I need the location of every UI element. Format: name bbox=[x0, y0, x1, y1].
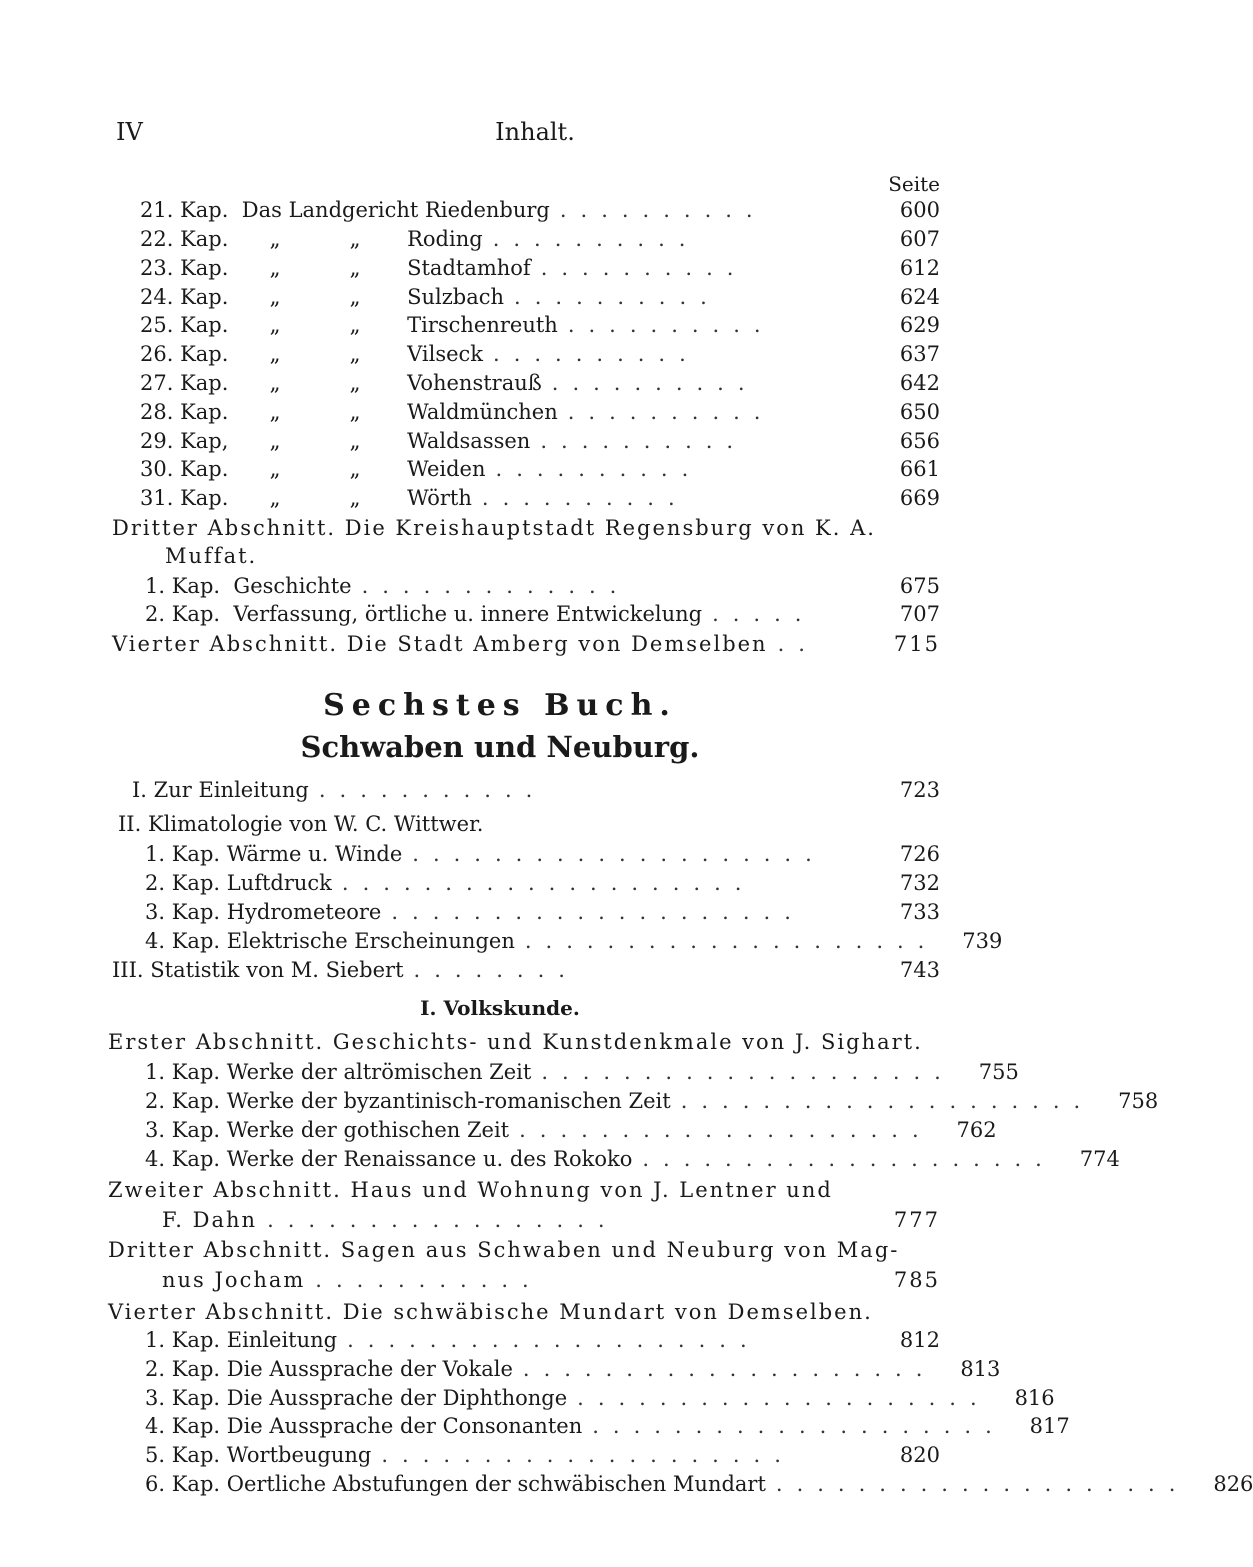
entry-text bbox=[145, 900, 381, 924]
ditto-mark: „ bbox=[269, 399, 281, 424]
entry-title: Vohenstrauß bbox=[407, 371, 542, 395]
entry-title: Die Aussprache der Diphthonge bbox=[226, 1385, 568, 1410]
entry-page: 762 bbox=[956, 1118, 997, 1142]
kap-label: Kap. bbox=[171, 1147, 221, 1171]
entry-text bbox=[140, 429, 530, 453]
kap-label: Kap, bbox=[180, 428, 229, 453]
ditto-mark: „ bbox=[349, 284, 361, 309]
leader-dots: .................... bbox=[522, 1356, 937, 1381]
toc-entry bbox=[145, 871, 940, 901]
section-title: Die Stadt Amberg von Demselben bbox=[346, 632, 768, 656]
leader-dots: .......... bbox=[514, 284, 721, 309]
toc-entry bbox=[145, 929, 1003, 959]
section-heading bbox=[112, 516, 876, 540]
leader-dots: .......... bbox=[551, 371, 759, 395]
kap-label: Kap. bbox=[180, 198, 229, 222]
leader-dots: .................... bbox=[541, 1060, 955, 1084]
kap-label: Kap. bbox=[180, 342, 229, 367]
entry-text bbox=[145, 929, 515, 953]
leader-dots: ............. bbox=[361, 574, 631, 598]
ditto-mark: „ bbox=[269, 428, 281, 453]
toc-entry bbox=[145, 1443, 940, 1473]
kap-label: Kap. bbox=[171, 900, 221, 924]
leader-dots: .................... bbox=[519, 1118, 933, 1142]
toc-entry bbox=[162, 1208, 940, 1238]
entry-title: Luftdruck bbox=[226, 871, 332, 895]
entry-page: 675 bbox=[899, 574, 940, 598]
toc-entry bbox=[145, 1356, 1001, 1387]
kap-label: Kap. bbox=[180, 399, 229, 424]
entry-page: 656 bbox=[899, 428, 940, 453]
ditto-mark: „ bbox=[269, 313, 281, 338]
section-title-cont: F. Dahn bbox=[162, 1208, 258, 1232]
ditto-mark: „ bbox=[349, 342, 361, 367]
entry-page: 812 bbox=[899, 1328, 940, 1352]
ditto-mark: „ bbox=[349, 428, 361, 453]
entry-page: 637 bbox=[899, 342, 940, 367]
toc-entry bbox=[145, 900, 940, 930]
kap-label: Kap. bbox=[171, 1060, 221, 1084]
leader-dots: .................... bbox=[381, 1443, 795, 1468]
toc-entry bbox=[145, 1385, 1055, 1416]
entry-title: Wortbeugung bbox=[226, 1443, 372, 1468]
section-heading bbox=[108, 1238, 899, 1262]
entry-page: 707 bbox=[899, 602, 940, 626]
entry-number: 2. bbox=[145, 602, 166, 626]
kap-label: Kap. bbox=[171, 1356, 221, 1381]
entry-page: 661 bbox=[899, 457, 940, 482]
toc-entry bbox=[140, 227, 940, 257]
entry-page: 785 bbox=[893, 1268, 940, 1292]
entry-title: Hydrometeore bbox=[226, 900, 382, 924]
entry-number: I. bbox=[132, 778, 147, 802]
entry-number: 3. bbox=[145, 1385, 166, 1410]
entry-text bbox=[145, 1386, 567, 1410]
leader-dots: .......... bbox=[559, 198, 767, 222]
leader-dots: .................... bbox=[680, 1089, 1095, 1113]
leader-dots: .................... bbox=[347, 1328, 761, 1352]
leader-dots: ................. bbox=[267, 1208, 619, 1232]
entry-text bbox=[140, 486, 472, 510]
entry-number: 26. bbox=[140, 342, 174, 367]
toc-entry bbox=[140, 400, 940, 430]
entry-title: Werke der altrömischen Zeit bbox=[226, 1060, 532, 1084]
entry-page: 755 bbox=[978, 1060, 1019, 1084]
entry-title: Werke der gothischen Zeit bbox=[226, 1118, 510, 1142]
ditto-mark: „ bbox=[349, 457, 361, 482]
entry-number: II. bbox=[118, 812, 142, 836]
toc-entry bbox=[145, 1414, 1070, 1444]
section-title: Die Kreishauptstadt Regensburg von K. A. bbox=[344, 516, 876, 540]
section-title: Geschichts- und Kunstdenkmale von J. Sighart. bbox=[332, 1030, 923, 1054]
toc-entry bbox=[140, 486, 940, 516]
seite-label: Seite bbox=[888, 172, 940, 196]
entry-page: 733 bbox=[899, 900, 940, 924]
kap-label: Kap. bbox=[171, 929, 221, 953]
section-label: Vierter Abschnitt. bbox=[112, 632, 339, 656]
kap-label: Kap. bbox=[171, 1118, 221, 1142]
entry-title: Wärme u. Winde bbox=[226, 842, 403, 866]
toc-entry bbox=[145, 1328, 940, 1358]
entry-title: Die Aussprache der Consonanten bbox=[226, 1414, 583, 1439]
entry-title: Weiden bbox=[407, 457, 486, 482]
toc-entry bbox=[132, 778, 940, 808]
entry-page: 758 bbox=[1118, 1089, 1159, 1113]
entry-page: 732 bbox=[899, 871, 940, 895]
leader-dots: .. bbox=[777, 632, 819, 656]
entry-text bbox=[145, 1089, 671, 1113]
entry-title: Das Landgericht Riedenburg bbox=[241, 198, 550, 222]
entry-page: 813 bbox=[960, 1356, 1001, 1381]
section-heading bbox=[108, 1178, 833, 1202]
leader-dots: .......... bbox=[495, 457, 703, 482]
section-label: Dritter Abschnitt. bbox=[108, 1238, 333, 1262]
entry-text bbox=[140, 227, 483, 251]
leader-dots: .......... bbox=[481, 486, 689, 511]
section-title: Sagen aus Schwaben und Neuburg von Mag- bbox=[340, 1238, 900, 1262]
toc-entry bbox=[140, 256, 940, 286]
entry-text bbox=[145, 1414, 582, 1438]
book-title: Sechstes Buch. bbox=[323, 688, 677, 723]
kap-label: Kap. bbox=[180, 227, 229, 251]
section-label: Vierter Abschnitt. bbox=[108, 1300, 335, 1324]
toc-entry bbox=[140, 313, 940, 343]
kap-label: Kap. bbox=[180, 255, 229, 280]
section-heading bbox=[108, 1300, 873, 1324]
entry-text bbox=[145, 842, 402, 866]
kap-label: Kap. bbox=[180, 371, 229, 395]
entry-page: 826 bbox=[1213, 1472, 1253, 1496]
toc-entry bbox=[140, 457, 940, 487]
entry-page: 600 bbox=[899, 198, 940, 222]
entry-title: Werke der Renaissance u. des Rokoko bbox=[226, 1147, 633, 1171]
entry-page: 723 bbox=[899, 778, 940, 802]
entry-number: 4. bbox=[145, 1414, 166, 1439]
toc-entry bbox=[145, 1089, 1159, 1119]
toc-entry bbox=[140, 285, 940, 315]
kap-label: Kap. bbox=[180, 457, 229, 482]
entry-number: 1. bbox=[145, 1328, 166, 1352]
kap-label: Kap. bbox=[171, 1414, 221, 1439]
leader-dots: .......... bbox=[492, 227, 700, 251]
entry-title: Roding bbox=[407, 227, 483, 251]
entry-text bbox=[145, 1328, 337, 1352]
entry-title: Zur Einleitung bbox=[153, 778, 309, 802]
entry-number: 6. bbox=[145, 1472, 166, 1496]
section-label: Erster Abschnitt. bbox=[108, 1030, 325, 1054]
entry-text bbox=[140, 313, 558, 337]
entry-title: Sulzbach bbox=[407, 284, 505, 309]
entry-title: Statistik von M. Siebert bbox=[150, 958, 404, 982]
leader-dots: .......... bbox=[540, 428, 748, 453]
entry-number: 4. bbox=[145, 929, 166, 953]
kap-label: Kap. bbox=[171, 1089, 221, 1113]
entry-title: Wörth bbox=[407, 486, 472, 511]
entry-page: 816 bbox=[1014, 1385, 1055, 1410]
entry-page: 726 bbox=[899, 842, 940, 866]
section-title: Haus und Wohnung von J. Lentner und bbox=[350, 1178, 833, 1202]
leader-dots: .......... bbox=[567, 313, 775, 338]
kap-label: Kap. bbox=[171, 602, 221, 626]
ditto-mark: „ bbox=[349, 227, 361, 251]
section-title: Die schwäbische Mundart von Demselben. bbox=[342, 1300, 873, 1324]
kap-label: Kap. bbox=[171, 1328, 221, 1352]
toc-entry bbox=[145, 1472, 1253, 1502]
entry-page: 650 bbox=[899, 399, 940, 424]
entry-title: Waldsassen bbox=[407, 428, 531, 453]
kap-label: Kap. bbox=[180, 313, 229, 338]
entry-number: 3. bbox=[145, 900, 166, 924]
kap-label: Kap. bbox=[171, 1443, 221, 1468]
ditto-mark: „ bbox=[349, 371, 361, 395]
leader-dots: .................... bbox=[642, 1147, 1056, 1171]
toc-entry bbox=[145, 602, 940, 632]
leader-dots: .................... bbox=[524, 929, 939, 953]
entry-page: 715 bbox=[893, 632, 940, 656]
entry-number: 24. bbox=[140, 284, 174, 309]
entry-title: Oertliche Abstufungen der schwäbischen Mundart bbox=[226, 1472, 766, 1496]
entry-text bbox=[140, 342, 483, 366]
toc-entry bbox=[140, 371, 940, 401]
entry-title: Stadtamhof bbox=[407, 255, 531, 280]
ditto-mark: „ bbox=[349, 255, 361, 280]
entry-page: 669 bbox=[899, 486, 940, 511]
entry-number: 4. bbox=[145, 1147, 166, 1171]
entry-number: 30. bbox=[140, 457, 174, 482]
entry-page: 642 bbox=[899, 371, 940, 395]
entry-page: 607 bbox=[899, 227, 940, 251]
entry-title: Vilseck bbox=[407, 342, 484, 367]
toc-entry bbox=[162, 1268, 940, 1298]
entry-text bbox=[140, 371, 542, 395]
leader-dots: .......... bbox=[567, 399, 775, 424]
leader-dots: .................... bbox=[577, 1385, 991, 1410]
leader-dots: ........... bbox=[315, 1268, 543, 1292]
section-title-cont: nus Jocham bbox=[162, 1268, 306, 1292]
entry-page: 777 bbox=[893, 1208, 940, 1232]
toc-entry bbox=[145, 574, 940, 604]
section-heading bbox=[108, 1030, 923, 1054]
kap-label: Kap. bbox=[171, 1472, 221, 1496]
entry-number: 31. bbox=[140, 486, 174, 511]
ditto-mark: „ bbox=[269, 284, 281, 309]
kap-label: Kap. bbox=[180, 284, 229, 309]
toc-entry bbox=[145, 842, 940, 872]
entry-text bbox=[140, 285, 504, 309]
entry-number: 2. bbox=[145, 1089, 166, 1113]
entry-text bbox=[145, 1118, 509, 1142]
entry-text bbox=[145, 1147, 632, 1171]
ditto-mark: „ bbox=[269, 255, 281, 280]
part-heading: I. Volkskunde. bbox=[420, 996, 580, 1020]
klima-heading bbox=[118, 812, 484, 836]
entry-number: 2. bbox=[145, 1356, 166, 1381]
kap-label: Kap. bbox=[180, 486, 229, 511]
toc-entry bbox=[145, 1147, 1120, 1177]
entry-number: 21. bbox=[140, 198, 174, 222]
ditto-mark: „ bbox=[269, 457, 281, 482]
entry-number: 2. bbox=[145, 871, 166, 895]
page-number: IV bbox=[116, 118, 143, 146]
kap-label: Kap. bbox=[171, 871, 221, 895]
toc-entry bbox=[140, 198, 940, 228]
leader-dots: .................... bbox=[341, 871, 756, 895]
toc-entry bbox=[112, 958, 940, 988]
entry-number: 29. bbox=[140, 428, 174, 453]
entry-title: Tirschenreuth bbox=[407, 313, 558, 338]
entry-title: Waldmünchen bbox=[407, 399, 558, 424]
entry-page: 624 bbox=[899, 284, 940, 309]
entry-number: 28. bbox=[140, 399, 174, 424]
toc-entry bbox=[145, 1060, 1019, 1090]
entry-number: 5. bbox=[145, 1443, 166, 1468]
leader-dots: .......... bbox=[540, 255, 748, 280]
toc-entry bbox=[140, 429, 940, 459]
ditto-mark: „ bbox=[349, 486, 361, 511]
entry-title: Die Aussprache der Vokale bbox=[226, 1356, 513, 1381]
toc-entry bbox=[112, 632, 940, 662]
leader-dots: .................... bbox=[391, 900, 805, 924]
entry-title: Klimatologie von W. C. Wittwer. bbox=[147, 812, 484, 836]
entry-title: Verfassung, örtliche u. innere Entwickelung bbox=[233, 602, 703, 626]
leader-dots: .................... bbox=[775, 1472, 1190, 1496]
ditto-mark: „ bbox=[349, 313, 361, 338]
entry-text bbox=[140, 256, 531, 280]
entry-number: 1. bbox=[145, 574, 166, 598]
section-label: Dritter Abschnitt. bbox=[112, 516, 337, 540]
entry-page: 612 bbox=[899, 255, 940, 280]
toc-entry bbox=[145, 1118, 997, 1148]
ditto-mark: „ bbox=[269, 342, 281, 367]
toc-entry bbox=[140, 342, 940, 372]
running-title: Inhalt. bbox=[495, 118, 575, 146]
section-title-cont: Muffat. bbox=[165, 544, 258, 568]
entry-text bbox=[145, 1357, 513, 1381]
entry-text bbox=[145, 1443, 371, 1467]
entry-number: 1. bbox=[145, 842, 166, 866]
leader-dots: ........... bbox=[318, 778, 547, 802]
ditto-mark: „ bbox=[269, 227, 281, 251]
kap-label: Kap. bbox=[171, 574, 221, 598]
entry-page: 743 bbox=[899, 958, 940, 982]
entry-number: 27. bbox=[140, 371, 174, 395]
entry-number: 25. bbox=[140, 313, 174, 338]
ditto-mark: „ bbox=[349, 399, 361, 424]
kap-label: Kap. bbox=[171, 842, 221, 866]
entry-title: Einleitung bbox=[226, 1328, 338, 1352]
entry-number: III. bbox=[112, 958, 144, 982]
leader-dots: .................... bbox=[412, 842, 826, 866]
entry-page: 739 bbox=[962, 929, 1003, 953]
ditto-mark: „ bbox=[269, 371, 281, 395]
entry-text bbox=[145, 871, 332, 895]
kap-label: Kap. bbox=[171, 1385, 221, 1410]
entry-number: 23. bbox=[140, 255, 174, 280]
entry-page: 629 bbox=[899, 313, 940, 338]
leader-dots: .......... bbox=[493, 342, 700, 367]
entry-title: Geschichte bbox=[233, 574, 352, 598]
entry-number: 1. bbox=[145, 1060, 166, 1084]
entry-page: 817 bbox=[1029, 1414, 1070, 1439]
section-label: Zweiter Abschnitt. bbox=[108, 1178, 342, 1202]
book-subtitle: Schwaben und Neuburg. bbox=[300, 730, 700, 764]
ditto-mark: „ bbox=[269, 486, 281, 511]
leader-dots: ..... bbox=[712, 602, 816, 626]
leader-dots: .................... bbox=[592, 1414, 1006, 1439]
entry-number: 22. bbox=[140, 227, 174, 251]
entry-title: Werke der byzantinisch-romanischen Zeit bbox=[226, 1089, 671, 1113]
entry-text bbox=[145, 1060, 531, 1084]
entry-text bbox=[140, 457, 486, 481]
entry-text bbox=[145, 1472, 766, 1496]
entry-page: 820 bbox=[899, 1443, 940, 1468]
entry-page: 774 bbox=[1079, 1147, 1120, 1171]
entry-text bbox=[140, 400, 558, 424]
entry-title: Elektrische Erscheinungen bbox=[226, 929, 515, 953]
entry-number: 3. bbox=[145, 1118, 166, 1142]
leader-dots: ........ bbox=[413, 958, 579, 982]
